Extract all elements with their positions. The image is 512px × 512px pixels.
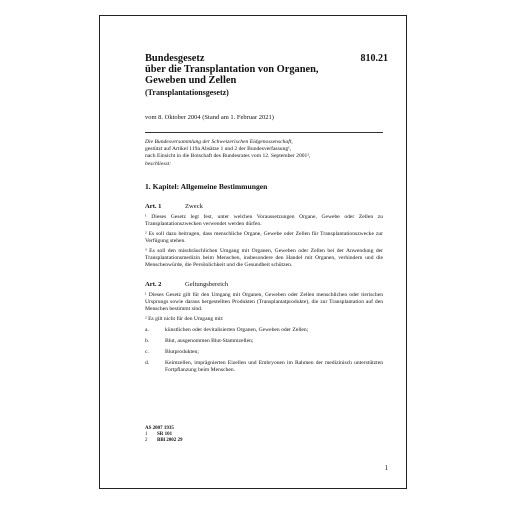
article-title: Geltungsbereich	[185, 280, 229, 288]
article-2-para-2: ² Es gilt nicht für den Umgang mit:	[145, 315, 224, 322]
title-line-2: über die Transplantation von Organen,	[145, 64, 319, 75]
sr-number: 810.21	[360, 53, 388, 64]
list-label: b.	[145, 337, 150, 344]
preamble-line-2: gestützt auf Artikel 119a Absätze 1 und 2 der Bundesverfassung¹,	[145, 146, 292, 153]
chapter-title: 1. Kapitel: Allgemeine Bestimmungen	[145, 181, 268, 191]
article-1-para-2: ² Es soll dazu beitragen, dass menschliche Organe, Gewebe oder Zellen für Transplantationszwecke zur Verfügung stehen.	[145, 230, 383, 244]
list-text: künstlichen oder devitalisierten Organen, Geweben oder Zellen;	[165, 326, 309, 333]
list-text: Keimzellen, imprägnierten Eizellen und Embryonen im Rahmen der medizinisch unterstützten Fortpflanzung beim Menschen.	[165, 359, 383, 373]
list-item	[145, 338, 383, 345]
preamble	[145, 139, 383, 168]
preamble-line-1: Die Bundesversammlung der Schweizerischen Eidgenossenschaft,	[145, 139, 293, 145]
article-title: Zweck	[185, 202, 203, 210]
divider	[145, 132, 383, 133]
title-line-3: Geweben und Zellen	[145, 75, 237, 86]
footnotes	[145, 426, 183, 444]
article-1-para-1: ¹ Dieses Gesetz legt fest, unter welchen Voraussetzungen Organe, Gewebe oder Zellen zu Transplantationszwecken verwendet werden dürfen.	[145, 213, 383, 227]
article-2-heading	[145, 281, 383, 289]
list-label: d.	[145, 359, 150, 366]
document-content	[145, 53, 383, 374]
page-number: 1	[384, 464, 388, 472]
preamble-line-3: nach Einsicht in die Botschaft des Bundesrates vom 12. September 2001²,	[145, 153, 311, 160]
date-line: vom 8. Oktober 2004 (Stand am 1. Februar 2021)	[145, 114, 274, 121]
article-2-para-1: ¹ Dieses Gesetz gilt für den Umgang mit Organen, Geweben oder Zellen menschlichen oder tierischen Ursprungs sowie daraus hergestellten Produkten (Transplantatprodukte), die zur Transplantation auf den Menschen bestimmt sind.	[145, 291, 383, 312]
article-1-heading	[145, 203, 383, 211]
footnote-number: 1	[145, 432, 148, 437]
document-title	[145, 53, 383, 86]
article-1-para-3: ³ Es soll den missbräuchlichen Umgang mit Organen, Geweben oder Zellen bei der Anwendung der Transplantationsmedizin beim Menschen, insbesondere den Handel mit Organen, verhindern und die Menschenwürde, die Persönlichkeit und die Gesundheit schützen.	[145, 247, 383, 268]
article-number: Art. 1	[145, 202, 162, 210]
list-item	[145, 349, 383, 356]
list-item	[145, 327, 383, 334]
article-number: Art. 2	[145, 280, 162, 288]
footnote-text: SR 101	[157, 432, 173, 437]
article-2-list	[145, 327, 383, 374]
preamble-line-4: beschliesst:	[145, 160, 172, 167]
list-label: a.	[145, 326, 149, 333]
footnote-number: 2	[145, 438, 148, 443]
title-line-1: Bundesgesetz	[145, 53, 205, 64]
footnote	[145, 438, 183, 444]
list-label: c.	[145, 348, 149, 355]
short-title: (Transplantationsgesetz)	[145, 88, 229, 97]
list-item	[145, 360, 383, 374]
as-reference: AS 2007 1935	[145, 426, 174, 431]
list-text: Blut, ausgenommen Blut-Stammzellen;	[165, 337, 254, 344]
document-page	[99, 15, 407, 489]
footnote-text: BBl 2002 29	[157, 438, 183, 443]
list-text: Blutprodukten;	[165, 348, 199, 355]
